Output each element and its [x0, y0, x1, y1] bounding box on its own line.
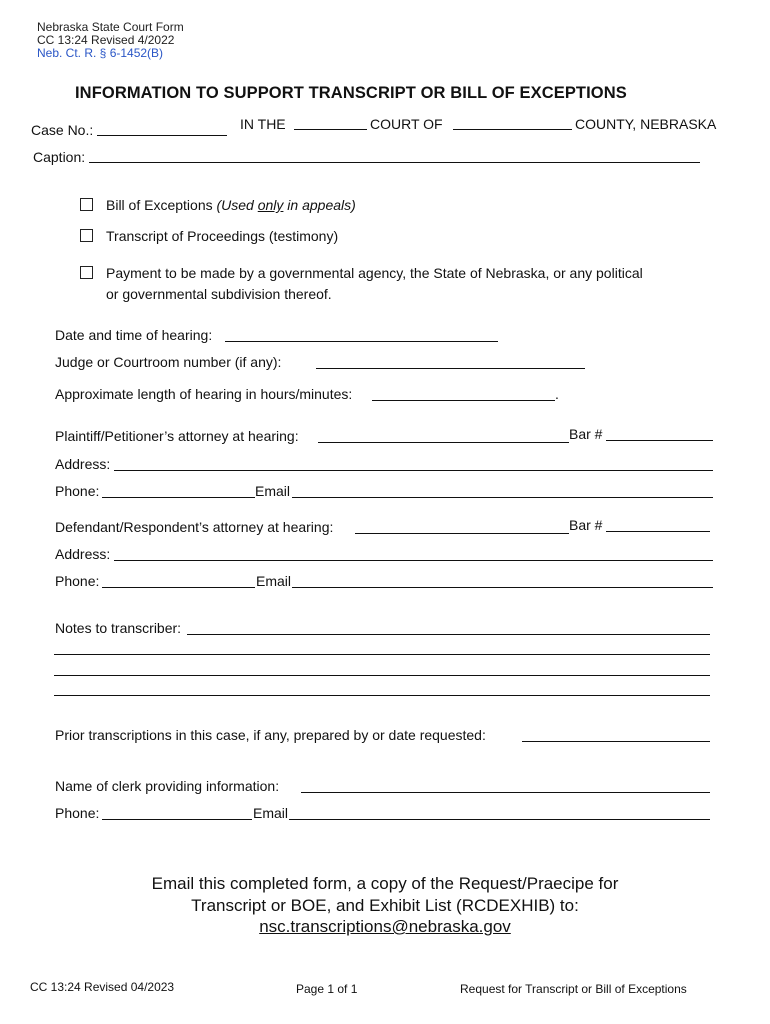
plaintiff-email-field[interactable] [292, 497, 713, 498]
plaintiff-phone-field[interactable] [102, 497, 255, 498]
judge-field[interactable] [316, 368, 585, 369]
instructions-line-1: Email this completed form, a copy of the Request/Praecipe for [151, 874, 619, 893]
prior-transcriptions-field[interactable] [522, 741, 710, 742]
notes-field-line-2[interactable] [54, 654, 710, 655]
clerk-email-field[interactable] [289, 819, 710, 820]
footer-form-name: Request for Transcript or Bill of Exceptions [460, 982, 687, 996]
in-the-label: IN THE [240, 116, 286, 132]
hearing-length-label: Approximate length of hearing in hours/minutes: [55, 386, 353, 402]
submission-email-link[interactable]: nsc.transcriptions@nebraska.gov [259, 917, 511, 936]
court-type-field[interactable] [294, 129, 367, 130]
defendant-email-label: Email [256, 573, 292, 589]
notes-field-line-3[interactable] [54, 675, 710, 676]
bill-of-exceptions-label: Bill of Exceptions [106, 197, 213, 213]
defendant-phone-field[interactable] [102, 587, 255, 588]
clerk-name-field[interactable] [301, 792, 710, 793]
plaintiff-bar-label: Bar # [569, 426, 603, 442]
submission-email-row [0, 916, 770, 938]
defendant-phone-label: Phone: [55, 573, 100, 589]
clerk-phone-field[interactable] [102, 819, 252, 820]
court-of-label: COURT OF [370, 116, 443, 132]
plaintiff-attorney-field[interactable] [318, 442, 569, 443]
transcript-label: Transcript of Proceedings (testimony) [106, 228, 339, 244]
county-nebraska-label: COUNTY, NEBRASKA [575, 116, 717, 132]
county-field[interactable] [453, 129, 572, 130]
plaintiff-phone-label: Phone: [55, 483, 100, 499]
clerk-phone-label: Phone: [55, 805, 100, 821]
defendant-address-field[interactable] [114, 560, 713, 561]
government-payment-label-line2: or governmental subdivision thereof. [106, 286, 332, 302]
defendant-attorney-label: Defendant/Respondent’s attorney at hearing: [55, 519, 334, 535]
form-name: Nebraska State Court Form [37, 20, 184, 34]
prior-transcriptions-label: Prior transcriptions in this case, if any, prepared by or date requested: [55, 727, 486, 743]
footer-page-number: Page 1 of 1 [296, 982, 358, 996]
date-time-label: Date and time of hearing: [55, 327, 213, 343]
date-time-field[interactable] [225, 341, 498, 342]
government-payment-checkbox[interactable] [80, 266, 93, 279]
plaintiff-address-field[interactable] [114, 470, 713, 471]
bill-of-exceptions-checkbox[interactable] [80, 198, 93, 211]
defendant-attorney-field[interactable] [355, 533, 569, 534]
hearing-length-period: . [555, 386, 559, 402]
form-title: INFORMATION TO SUPPORT TRANSCRIPT OR BILL OF EXCEPTIONS [75, 84, 627, 102]
footer-form-revision: CC 13:24 Revised 04/2023 [30, 980, 175, 994]
case-no-label: Case No.: [31, 122, 94, 138]
notes-field-line-4[interactable] [54, 695, 710, 696]
defendant-bar-field[interactable] [606, 531, 710, 532]
transcript-checkbox[interactable] [80, 229, 93, 242]
bill-of-exceptions-option [106, 197, 356, 213]
caption-label: Caption: [33, 149, 86, 165]
notes-field-line-1[interactable] [187, 634, 710, 635]
defendant-bar-label: Bar # [569, 517, 603, 533]
clerk-name-label: Name of clerk providing information: [55, 778, 280, 794]
judge-label: Judge or Courtroom number (if any): [55, 354, 282, 370]
notes-label: Notes to transcriber: [55, 620, 182, 636]
case-no-field[interactable] [97, 135, 227, 136]
hearing-length-field[interactable] [372, 400, 555, 401]
instructions-line-2: Transcript or BOE, and Exhibit List (RCDEXHIB) to: [191, 896, 579, 915]
plaintiff-attorney-label: Plaintiff/Petitioner’s attorney at hearing: [55, 428, 299, 444]
form-revision: CC 13:24 Revised 4/2022 [37, 33, 175, 47]
bill-of-exceptions-note: (Used only in appeals) [216, 197, 356, 213]
plaintiff-address-label: Address: [55, 456, 111, 472]
plaintiff-bar-field[interactable] [606, 440, 713, 441]
caption-field[interactable] [89, 162, 700, 163]
plaintiff-email-label: Email [255, 483, 291, 499]
defendant-address-label: Address: [55, 546, 111, 562]
government-payment-label-line1: Payment to be made by a governmental agency, the State of Nebraska, or any political [106, 265, 643, 281]
defendant-email-field[interactable] [292, 587, 713, 588]
clerk-email-label: Email [253, 805, 289, 821]
court-rule-reference: Neb. Ct. R. § 6-1452(B) [37, 46, 164, 60]
